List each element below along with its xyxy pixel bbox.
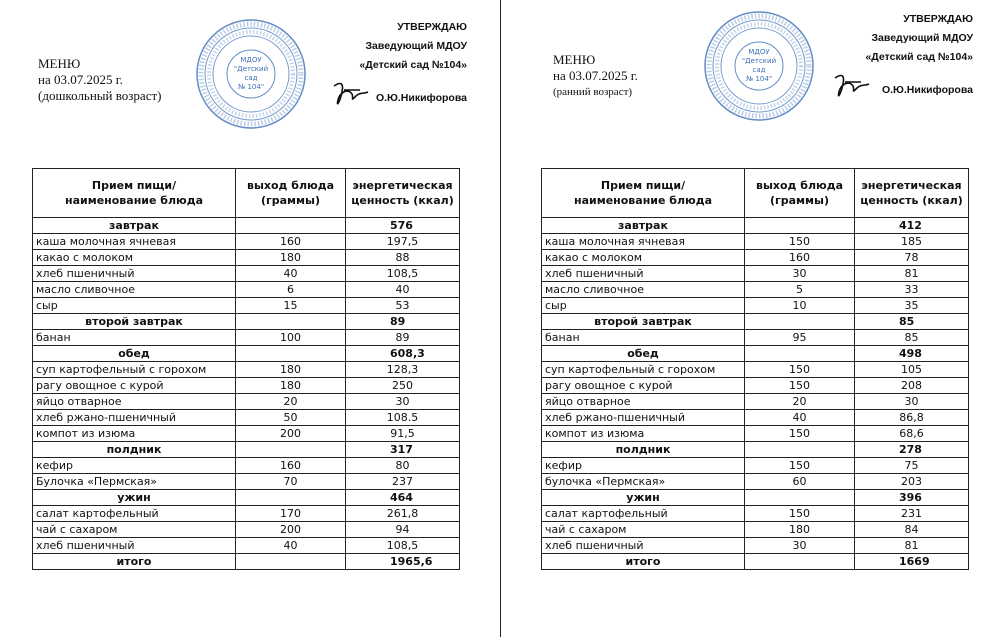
dish-name: салат картофельный [542,506,745,522]
menu-item-row [542,410,969,426]
empty-cell [236,346,346,362]
signature [330,80,370,110]
menu-item-row [542,474,969,490]
dish-energy: 208 [855,378,969,394]
header-energy: энергетическая ценность (ккал) [855,169,969,218]
dish-name: хлеб пшеничный [542,538,745,554]
meal-section-row [33,218,460,234]
dish-energy: 88 [346,250,460,266]
svg-text:№ 104": № 104" [745,75,773,83]
dish-portion: 40 [745,410,855,426]
dish-name: хлеб ржано-пшеничный [33,410,236,426]
age-group: (дошкольный возраст) [38,88,162,103]
dish-name: яйцо отварное [542,394,745,410]
dish-energy: 203 [855,474,969,490]
menu-item-row [542,250,969,266]
dish-name: компот из изюма [33,426,236,442]
menu-table [32,168,460,570]
age-group: (ранний возраст) [553,86,633,98]
meal-name: завтрак [33,218,236,234]
dish-energy: 94 [346,522,460,538]
meal-energy: 89 [346,314,460,330]
menu-item-row [542,266,969,282]
menu-item-row [33,266,460,282]
dish-energy: 75 [855,458,969,474]
dish-energy: 85 [855,330,969,346]
dish-portion: 180 [745,522,855,538]
meal-section-row [33,442,460,458]
table-header-row [33,169,460,218]
dish-portion: 15 [236,298,346,314]
total-energy: 1669 [855,554,969,570]
dish-portion: 5 [745,282,855,298]
dish-name: рагу овощное с курой [542,378,745,394]
empty-cell [236,314,346,330]
dish-energy: 197,5 [346,234,460,250]
menu-item-row [33,282,460,298]
dish-energy: 237 [346,474,460,490]
menu-item-row [542,506,969,522]
dish-energy: 40 [346,282,460,298]
svg-text:МДОУ: МДОУ [748,48,770,56]
menu-item-row [33,234,460,250]
dish-name: какао с молоком [33,250,236,266]
dish-name: чай с сахаром [33,522,236,538]
menu-item-row [33,362,460,378]
menu-item-row [542,394,969,410]
empty-cell [236,490,346,506]
dish-portion: 150 [745,426,855,442]
svg-text:сад: сад [244,74,258,82]
menu-title: МЕНЮ [38,56,81,71]
menu-item-row [33,378,460,394]
dish-name: сыр [33,298,236,314]
total-energy: 1965,6 [346,554,460,570]
dish-name: суп картофельный с горохом [542,362,745,378]
meal-energy: 278 [855,442,969,458]
dish-energy: 81 [855,266,969,282]
table-header-row [542,169,969,218]
meal-energy: 412 [855,218,969,234]
header-portion: выход блюда (граммы) [745,169,855,218]
menu-table [541,168,969,570]
signer-name: О.Ю.Никифорова [881,84,973,96]
dish-name: масло сливочное [542,282,745,298]
meal-name: обед [33,346,236,362]
dish-energy: 30 [855,394,969,410]
menu-header [553,52,638,100]
menu-item-row [542,330,969,346]
menu-title: МЕНЮ [553,52,596,67]
meal-section-row [33,490,460,506]
meal-energy: 85 [855,314,969,330]
menu-item-row [542,538,969,554]
header-portion: выход блюда (граммы) [236,169,346,218]
dish-name: кефир [33,458,236,474]
approval-title: УТВЕРЖДАЮ [903,13,973,25]
meal-section-row [542,314,969,330]
dish-portion: 150 [745,458,855,474]
dish-name: хлеб пшеничный [33,266,236,282]
approval-position: Заведующий МДОУ [365,40,467,52]
empty-cell [745,442,855,458]
menu-item-row [542,458,969,474]
dish-energy: 33 [855,282,969,298]
approval-block [359,18,467,75]
header-energy: энергетическая ценность (ккал) [346,169,460,218]
dish-portion: 160 [236,458,346,474]
svg-text:МДОУ: МДОУ [240,56,262,64]
menu-item-row [542,362,969,378]
dish-portion: 180 [236,378,346,394]
dish-name: яйцо отварное [33,394,236,410]
meal-energy: 317 [346,442,460,458]
dish-name: хлеб пшеничный [542,266,745,282]
menu-date: на 03.07.2025 г. [38,72,123,87]
dish-portion: 40 [236,266,346,282]
dish-name: каша молочная ячневая [542,234,745,250]
dish-name: булочка «Пермская» [542,474,745,490]
approval-organization: «Детский сад №104» [865,51,973,63]
stamp-seal [703,10,815,122]
dish-portion: 10 [745,298,855,314]
meal-name: второй завтрак [542,314,745,330]
menu-item-row [33,410,460,426]
dish-name: банан [33,330,236,346]
dish-name: Булочка «Пермская» [33,474,236,490]
menu-item-row [542,282,969,298]
dish-portion: 160 [236,234,346,250]
meal-section-row [33,314,460,330]
dish-portion: 160 [745,250,855,266]
empty-cell [236,218,346,234]
dish-energy: 53 [346,298,460,314]
dish-portion: 170 [236,506,346,522]
menu-item-row [33,426,460,442]
menu-header [38,56,162,104]
dish-portion: 180 [236,250,346,266]
dish-energy: 89 [346,330,460,346]
approval-position: Заведующий МДОУ [871,32,973,44]
dish-name: каша молочная ячневая [33,234,236,250]
menu-item-row [542,522,969,538]
svg-text:№ 104": № 104" [237,83,265,91]
dish-portion: 150 [745,362,855,378]
total-row [33,554,460,570]
dish-portion: 20 [745,394,855,410]
dish-name: чай с сахаром [542,522,745,538]
empty-cell [745,490,855,506]
dish-name: какао с молоком [542,250,745,266]
dish-portion: 50 [236,410,346,426]
dish-portion: 150 [745,234,855,250]
dish-energy: 185 [855,234,969,250]
dish-name: банан [542,330,745,346]
svg-text:сад: сад [752,66,766,74]
empty-cell [745,314,855,330]
dish-portion: 20 [236,394,346,410]
dish-portion: 180 [236,362,346,378]
empty-cell [236,554,346,570]
dish-energy: 128,3 [346,362,460,378]
menu-item-row [33,506,460,522]
empty-cell [745,554,855,570]
menu-item-row [542,298,969,314]
menu-item-row [33,522,460,538]
dish-energy: 108,5 [346,538,460,554]
menu-date: на 03.07.2025 г. [553,68,638,83]
dish-energy: 261,8 [346,506,460,522]
menu-item-row [33,250,460,266]
approval-block [865,10,973,67]
meal-name: полдник [542,442,745,458]
dish-energy: 108.5 [346,410,460,426]
empty-cell [236,442,346,458]
dish-energy: 78 [855,250,969,266]
menu-item-row [542,426,969,442]
dish-energy: 91,5 [346,426,460,442]
meal-section-row [542,490,969,506]
dish-portion: 30 [745,266,855,282]
empty-cell [745,218,855,234]
dish-energy: 80 [346,458,460,474]
dish-portion: 70 [236,474,346,490]
dish-portion: 100 [236,330,346,346]
dish-energy: 81 [855,538,969,554]
meal-name: завтрак [542,218,745,234]
total-label: итого [33,554,236,570]
dish-name: суп картофельный с горохом [33,362,236,378]
meal-energy: 576 [346,218,460,234]
meal-energy: 464 [346,490,460,506]
empty-cell [745,346,855,362]
meal-section-row [542,442,969,458]
meal-name: полдник [33,442,236,458]
dish-energy: 231 [855,506,969,522]
svg-text:"Детский: "Детский [741,57,777,65]
meal-name: второй завтрак [33,314,236,330]
meal-name: ужин [33,490,236,506]
dish-energy: 86,8 [855,410,969,426]
total-label: итого [542,554,745,570]
menu-page-early-age [500,0,1000,637]
dish-name: салат картофельный [33,506,236,522]
menu-item-row [33,394,460,410]
dish-energy: 68,6 [855,426,969,442]
dish-portion: 40 [236,538,346,554]
dish-energy: 108,5 [346,266,460,282]
menu-item-row [542,378,969,394]
menu-item-row [542,234,969,250]
menu-item-row [33,474,460,490]
dish-portion: 95 [745,330,855,346]
dish-energy: 105 [855,362,969,378]
meal-energy: 396 [855,490,969,506]
meal-section-row [33,346,460,362]
menu-item-row [33,538,460,554]
meal-section-row [542,218,969,234]
dish-name: хлеб пшеничный [33,538,236,554]
dish-name: хлеб ржано-пшеничный [542,410,745,426]
meal-name: ужин [542,490,745,506]
dish-portion: 6 [236,282,346,298]
menu-item-row [33,330,460,346]
approval-organization: «Детский сад №104» [359,59,467,71]
menu-item-row [33,458,460,474]
dish-energy: 250 [346,378,460,394]
meal-section-row [542,346,969,362]
dish-energy: 35 [855,298,969,314]
total-row [542,554,969,570]
dish-energy: 84 [855,522,969,538]
dish-name: рагу овощное с курой [33,378,236,394]
approval-title: УТВЕРЖДАЮ [397,21,467,33]
meal-energy: 498 [855,346,969,362]
header-meal: Прием пищи/ наименование блюда [542,169,745,218]
dish-portion: 150 [745,506,855,522]
dish-name: масло сливочное [33,282,236,298]
dish-portion: 200 [236,522,346,538]
dish-portion: 30 [745,538,855,554]
meal-name: обед [542,346,745,362]
signature [831,72,871,102]
header-meal: Прием пищи/ наименование блюда [33,169,236,218]
dish-name: сыр [542,298,745,314]
dish-portion: 200 [236,426,346,442]
menu-item-row [33,298,460,314]
dish-portion: 150 [745,378,855,394]
dish-name: компот из изюма [542,426,745,442]
dish-portion: 60 [745,474,855,490]
meal-energy: 608,3 [346,346,460,362]
svg-text:"Детский: "Детский [233,65,269,73]
stamp-seal [195,18,307,130]
dish-name: кефир [542,458,745,474]
signer-name: О.Ю.Никифорова [375,92,467,104]
dish-energy: 30 [346,394,460,410]
